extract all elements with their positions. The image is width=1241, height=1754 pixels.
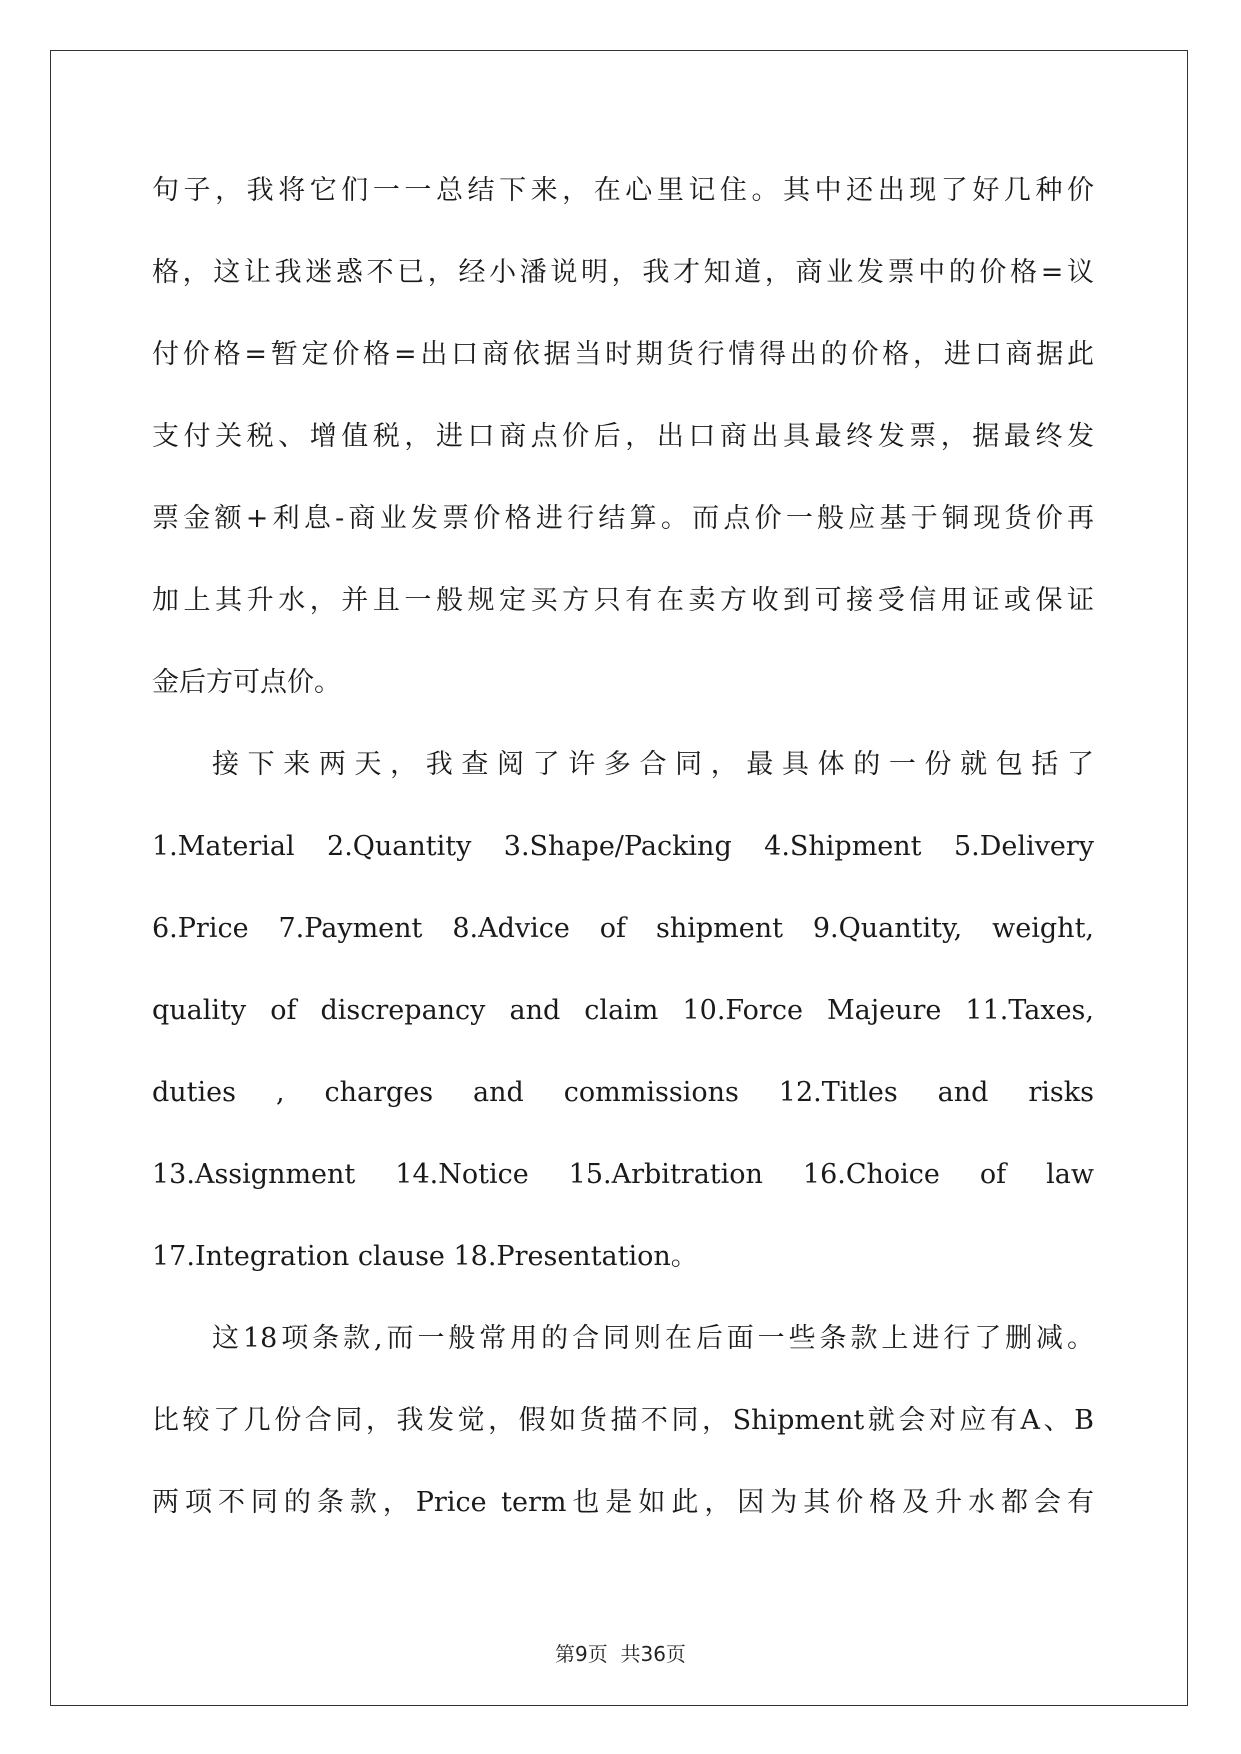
text-line: 支付关税、增值税，进口商点价后，出口商出具最终发票，据最终发 [152, 421, 1094, 452]
text-line: 17.Integration clause 18.Presentation。 [152, 1241, 698, 1272]
text-line: 6.Price 7.Payment 8.Advice of shipment 9.Quantity, weight, [152, 913, 1094, 944]
text-line: 接下来两天，我查阅了许多合同，最具体的一份就包括了 [212, 749, 1094, 780]
text-line: 票金额+利息-商业发票价格进行结算。而点价一般应基于铜现货价再 [152, 503, 1094, 534]
document-body [152, 156, 1094, 1550]
text-line: 金后方可点价。 [152, 667, 341, 698]
page-number-footer: 第9页 共36页 [555, 1642, 686, 1666]
text-line: 两项不同的条款，Price term也是如此，因为其价格及升水都会有 [152, 1487, 1094, 1518]
text-line: 这18项条款,而一般常用的合同则在后面一些条款上进行了删减。 [212, 1323, 1094, 1354]
text-line: 付价格=暂定价格=出口商依据当时期货行情得出的价格，进口商据此 [152, 339, 1094, 370]
text-line: 格，这让我迷惑不已，经小潘说明，我才知道，商业发票中的价格=议 [152, 257, 1094, 288]
text-line: 比较了几份合同，我发觉，假如货描不同，Shipment就会对应有A、B [152, 1405, 1094, 1436]
text-line: 加上其升水，并且一般规定买方只有在卖方收到可接受信用证或保证 [152, 585, 1094, 616]
text-line: duties , charges and commissions 12.Titles and risks [152, 1077, 1094, 1108]
text-line: 1.Material 2.Quantity 3.Shape/Packing 4.Shipment 5.Delivery [152, 831, 1094, 862]
text-line: 13.Assignment 14.Notice 15.Arbitration 16.Choice of law [152, 1159, 1094, 1190]
text-line: quality of discrepancy and claim 10.Force Majeure 11.Taxes, [152, 995, 1094, 1026]
text-line: 句子，我将它们一一总结下来，在心里记住。其中还出现了好几种价 [152, 175, 1094, 206]
